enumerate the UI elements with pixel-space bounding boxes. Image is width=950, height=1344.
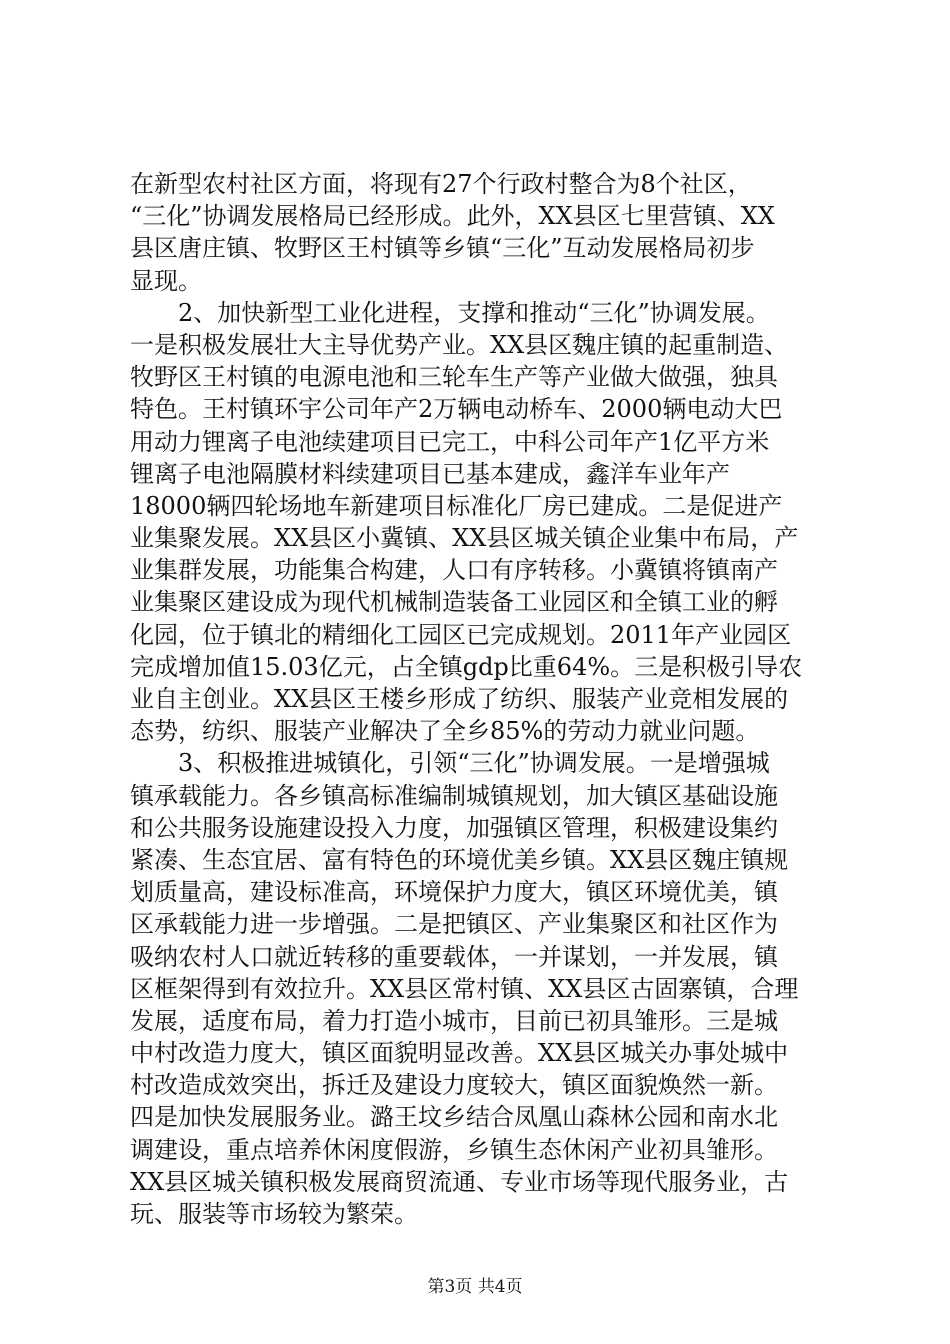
text-line: 玩、服装等市场较为繁荣。 (130, 1200, 418, 1228)
text-line: 村改造成效突出，拆迁及建设力度较大，镇区面貌焕然一新。 (130, 1071, 778, 1100)
page-footer: 第3页 共4页 (427, 1277, 523, 1297)
document-body (130, 168, 830, 1230)
text-line: 锂离子电池隔膜材料续建项目已基本建成，鑫洋车业年产 (130, 459, 730, 488)
text-line: 业集群发展，功能集合构建，人口有序转移。小冀镇将镇南产 (130, 556, 778, 585)
text-line: 发展，适度布局，着力打造小城市，目前已初具雏形。三是城 (130, 1006, 778, 1035)
text-line: 用动力锂离子电池续建项目已完工，中科公司年产1亿平方米 (130, 427, 770, 456)
text-line: 四是加快发展服务业。潞王坟乡结合凤凰山森林公园和南水北 (130, 1103, 778, 1132)
text-line: 特色。王村镇环宇公司年产2万辆电动桥车、2000辆电动大巴 (130, 395, 783, 424)
text-line: 吸纳农村人口就近转移的重要载体，一并谋划，一并发展，镇 (130, 942, 778, 971)
text-line: 化园，位于镇北的精细化工园区已完成规划。2011年产业园区 (130, 620, 792, 649)
text-line: 完成增加值15.03亿元，占全镇gdp比重64%。三是积极引导农 (130, 652, 803, 681)
text-line: 业集聚区建设成为现代机械制造装备工业园区和全镇工业的孵 (130, 588, 778, 617)
paragraph-first-line: 3、积极推进城镇化，引领“三化”协调发展。一是增强城 (178, 749, 770, 778)
text-line: 业集聚发展。XX县区小冀镇、XX县区城关镇企业集中布局，产 (130, 524, 799, 553)
text-line: 镇承载能力。各乡镇高标准编制城镇规划，加大镇区基础设施 (130, 781, 778, 810)
text-line: 一是积极发展壮大主导优势产业。XX县区魏庄镇的起重制造、 (130, 330, 789, 359)
text-line: 区承载能力进一步增强。二是把镇区、产业集聚区和社区作为 (130, 910, 778, 939)
text-line: 调建设，重点培养休闲度假游，乡镇生态休闲产业初具雏形。 (130, 1135, 778, 1164)
text-line: 县区唐庄镇、牧野区王村镇等乡镇“三化”互动发展格局初步 (130, 234, 755, 263)
paragraph-first-line: 2、加快新型工业化进程，支撑和推动“三化”协调发展。 (178, 298, 770, 327)
text-line: 牧野区王村镇的电源电池和三轮车生产等产业做大做强，独具 (130, 363, 778, 392)
text-line: 业自主创业。XX县区王楼乡形成了纺织、服装产业竞相发展的 (130, 685, 789, 713)
text-line: 中村改造力度大，镇区面貌明显改善。XX县区城关办事处城中 (130, 1039, 789, 1068)
text-line: 和公共服务设施建设投入力度，加强镇区管理，积极建设集约 (130, 813, 778, 842)
text-line: 在新型农村社区方面，将现有27个行政村整合为8个社区， (130, 170, 752, 198)
text-line: 区框架得到有效拉升。XX县区常村镇、XX县区古固寨镇，合理 (130, 974, 799, 1003)
text-line: 18000辆四轮场地车新建项目标准化厂房已建成。二是促进产 (130, 491, 783, 520)
text-line: “三化”协调发展格局已经形成。此外，XX县区七里营镇、XX (130, 202, 775, 231)
text-line: 显现。 (130, 266, 202, 295)
text-line: 态势，纺织、服装产业解决了全乡85%的劳动力就业问题。 (130, 717, 760, 746)
text-line: 紧凑、生态宜居、富有特色的环境优美乡镇。XX县区魏庄镇规 (130, 845, 789, 874)
text-line: 划质量高，建设标准高，环境保护力度大，镇区环境优美，镇 (130, 878, 778, 907)
text-line: XX县区城关镇积极发展商贸流通、专业市场等现代服务业，古 (130, 1167, 789, 1196)
